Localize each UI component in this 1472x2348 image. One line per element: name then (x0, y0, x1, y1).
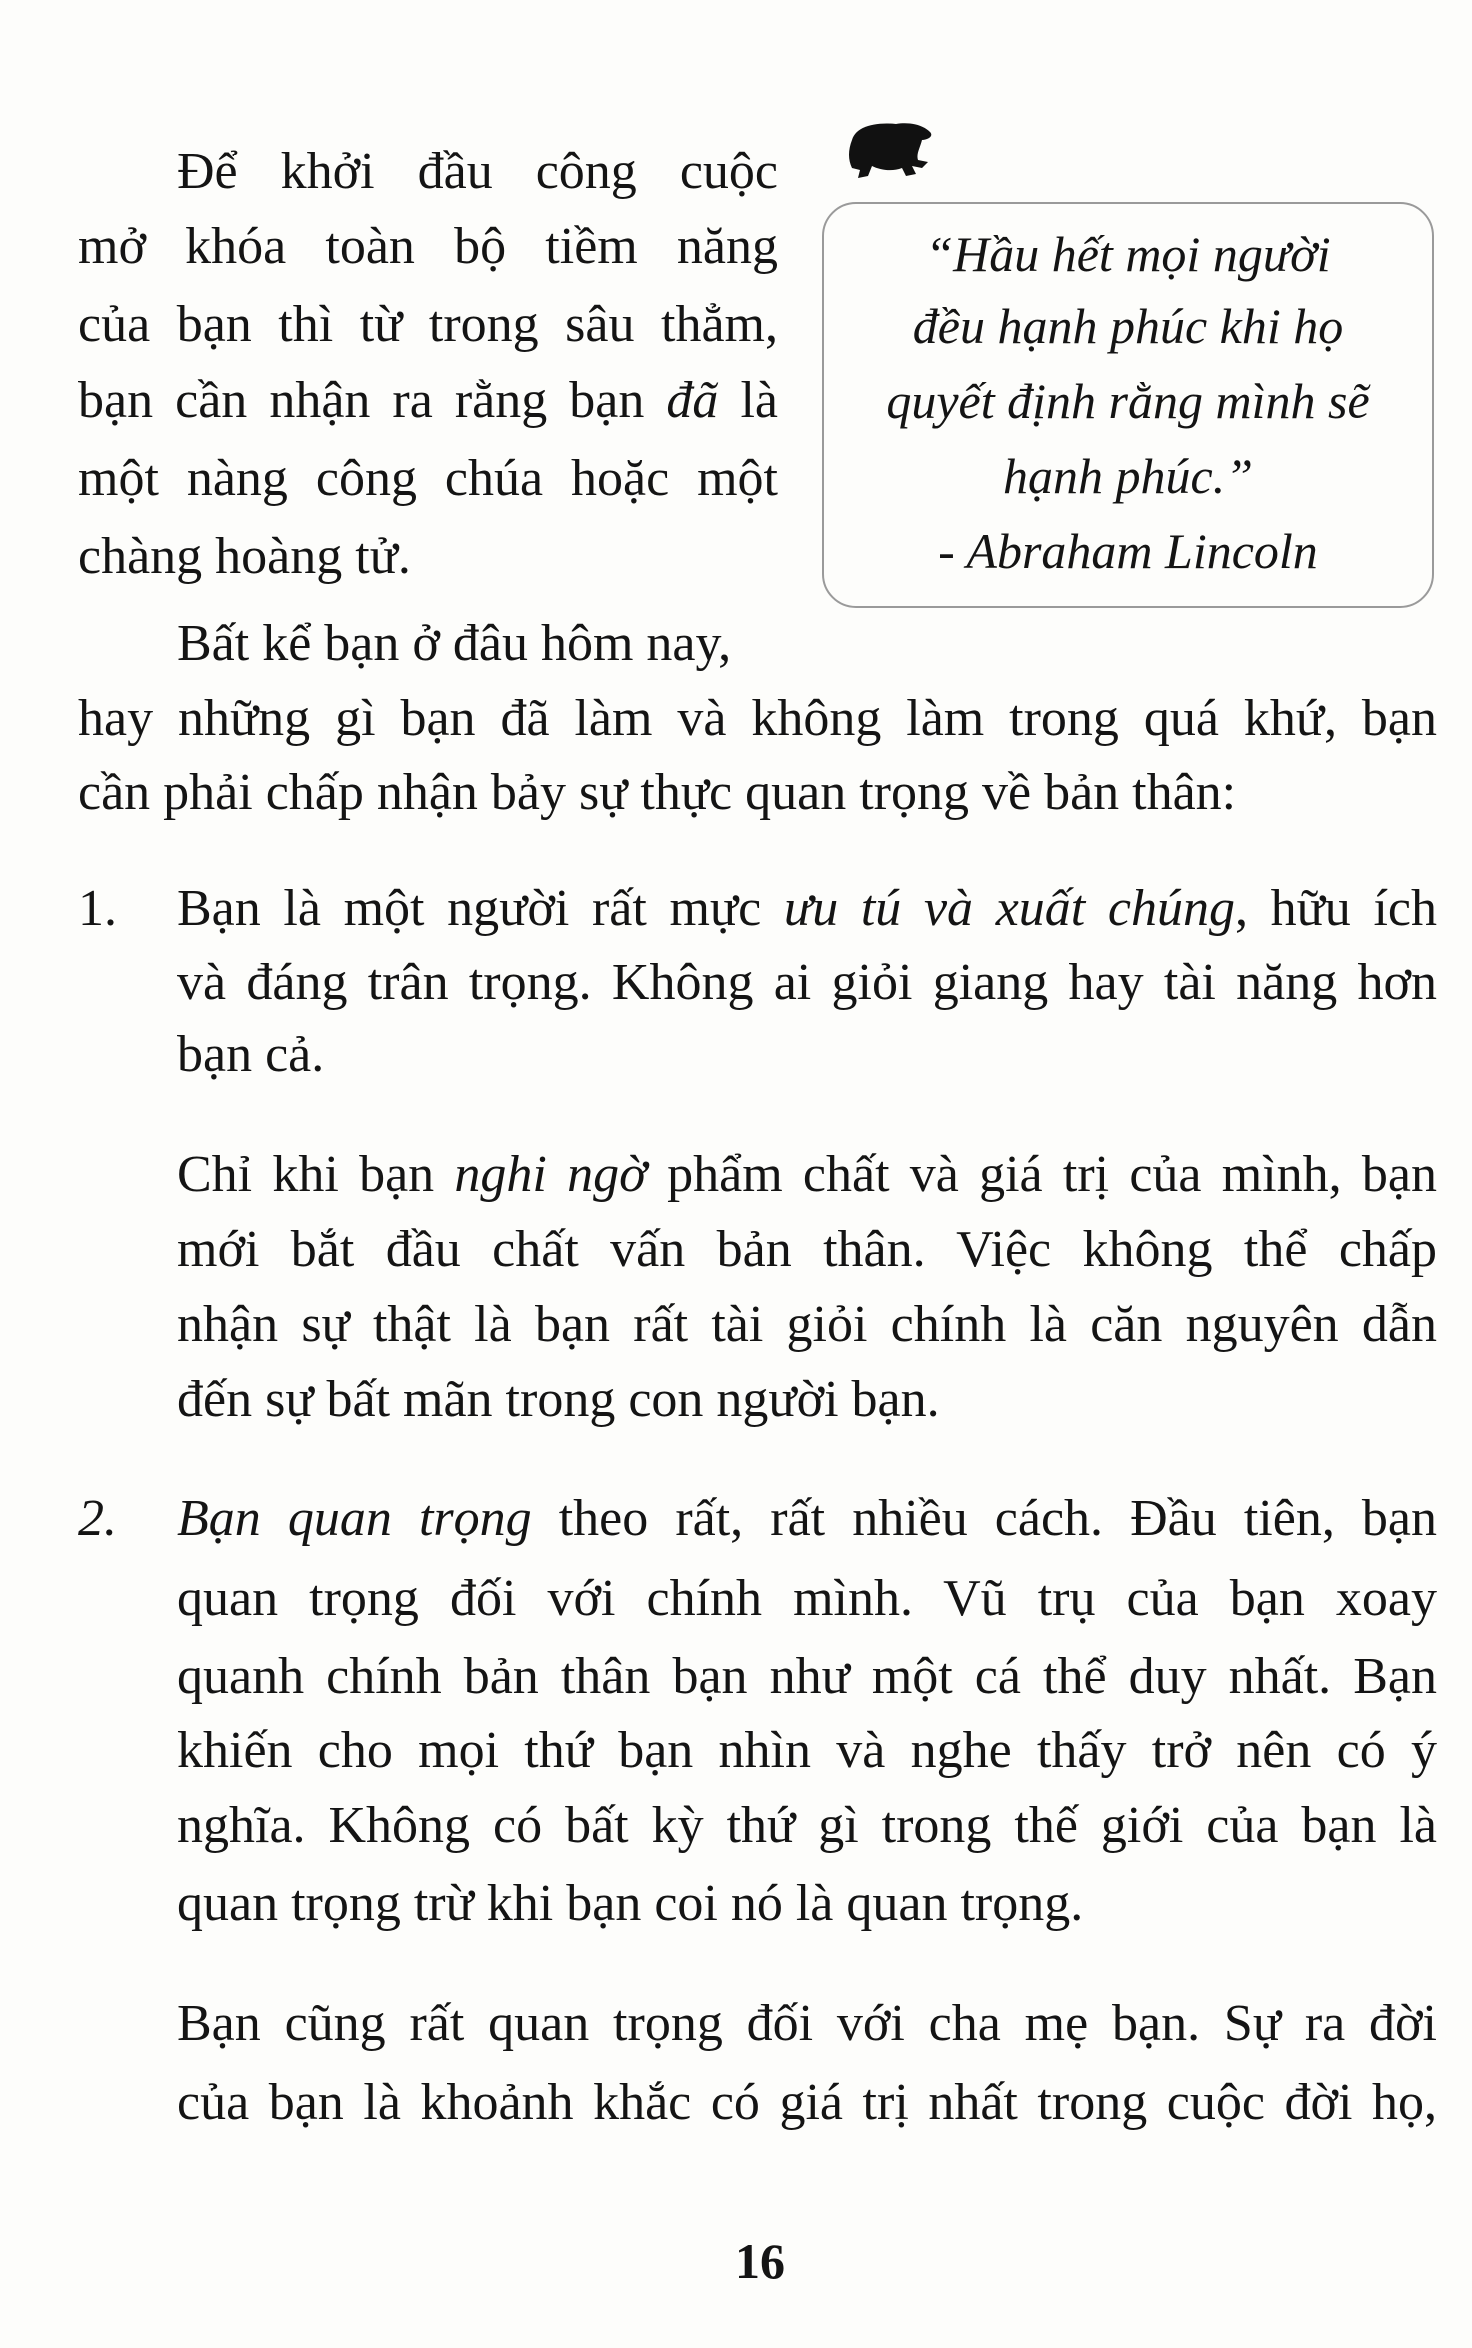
text-segment: , hữu ích (1234, 880, 1437, 937)
text-line (78, 295, 778, 355)
text-line (78, 217, 778, 277)
list-number: 2. (78, 1490, 117, 1547)
text-line (177, 1994, 1437, 2054)
quote-line: hạnh phúc.” (1003, 448, 1253, 504)
quote-line: quyết định rằng mình sẽ (886, 373, 1370, 429)
text-line (78, 527, 778, 587)
text-line (177, 1647, 1437, 1707)
text-segment: nghĩa. Không có bất kỳ thứ gì trong thế giới của bạn là (177, 1797, 1437, 1854)
text-segment: Chỉ khi bạn (177, 1146, 455, 1203)
text-line (177, 1220, 1437, 1280)
text-segment: một nàng công chúa hoặc một (78, 450, 778, 507)
text-segment: bạn cần nhận ra rằng bạn (78, 372, 667, 429)
text-line (177, 953, 1437, 1013)
text-line (177, 1721, 1437, 1781)
text-line (177, 1874, 1437, 1934)
text-segment: cần phải chấp nhận bảy sự thực quan trọng về bản thân: (78, 764, 1237, 821)
text-segment: là (718, 372, 778, 429)
text-line (78, 689, 1437, 749)
frog-icon (846, 120, 936, 182)
text-line (177, 1796, 1437, 1856)
quote-line: đều hạnh phúc khi họ (912, 298, 1344, 354)
text-line (177, 1025, 1437, 1085)
text-line (177, 1295, 1437, 1355)
text-segment: mở khóa toàn bộ tiềm năng (78, 218, 778, 275)
text-segment: Bạn quan trọng (177, 1490, 532, 1547)
text-segment: quan trọng đối với chính mình. Vũ trụ của bạn xoay (177, 1570, 1437, 1627)
text-line (177, 2073, 1437, 2133)
text-line (78, 371, 778, 431)
list-number: 1. (78, 880, 117, 937)
page-number: 16 (735, 2233, 785, 2289)
text-segment: phẩm chất và giá trị của mình, bạn (646, 1146, 1437, 1203)
text-segment: Để khởi đầu công cuộc (177, 143, 778, 200)
text-segment: chàng hoàng tử. (78, 528, 411, 585)
text-segment: quan trọng trừ khi bạn coi nó là quan trọng. (177, 1875, 1084, 1932)
text-segment: của bạn thì từ trong sâu thẳm, (78, 296, 778, 353)
text-segment: theo rất, rất nhiều cách. Đầu tiên, bạn (531, 1490, 1437, 1547)
text-line (78, 449, 778, 509)
text-segment: đã (666, 372, 719, 429)
text-segment: Bạn là một người rất mực (177, 880, 784, 937)
text-line (177, 1145, 1437, 1205)
quote-author: - Abraham Lincoln (938, 523, 1318, 579)
text-segment: khiến cho mọi thứ bạn nhìn và nghe thấy trở nên có ý (177, 1722, 1437, 1779)
text-segment: của bạn là khoảnh khắc có giá trị nhất trong cuộc đời họ, (177, 2074, 1437, 2131)
text-segment: đến sự bất mãn trong con người bạn. (177, 1371, 940, 1428)
text-line (177, 142, 778, 202)
text-segment: bạn cả. (177, 1026, 325, 1083)
text-line (177, 879, 1437, 939)
text-segment: và đáng trân trọng. Không ai giỏi giang hay tài năng hơn (177, 954, 1437, 1011)
text-line (177, 1370, 1437, 1430)
text-segment: ưu tú và xuất chúng (783, 880, 1235, 937)
text-line (78, 763, 1437, 823)
text-segment: nghi ngờ (454, 1146, 647, 1203)
text-line (177, 1489, 1437, 1549)
text-segment: hay những gì bạn đã làm và không làm trong quá khứ, bạn (78, 690, 1437, 747)
text-segment: quanh chính bản thân bạn như một cá thể duy nhất. Bạn (177, 1648, 1437, 1705)
text-segment: Bất kể bạn ở đâu hôm nay, (177, 615, 732, 672)
text-line (177, 614, 778, 674)
text-line (177, 1569, 1437, 1629)
quote-line: “Hầu hết mọi người (925, 226, 1331, 282)
text-segment: mới bắt đầu chất vấn bản thân. Việc không thể chấp (177, 1221, 1437, 1278)
text-segment: nhận sự thật là bạn rất tài giỏi chính là căn nguyên dẫn (177, 1296, 1437, 1353)
text-segment: Bạn cũng rất quan trọng đối với cha mẹ bạn. Sự ra đời (177, 1995, 1437, 2052)
